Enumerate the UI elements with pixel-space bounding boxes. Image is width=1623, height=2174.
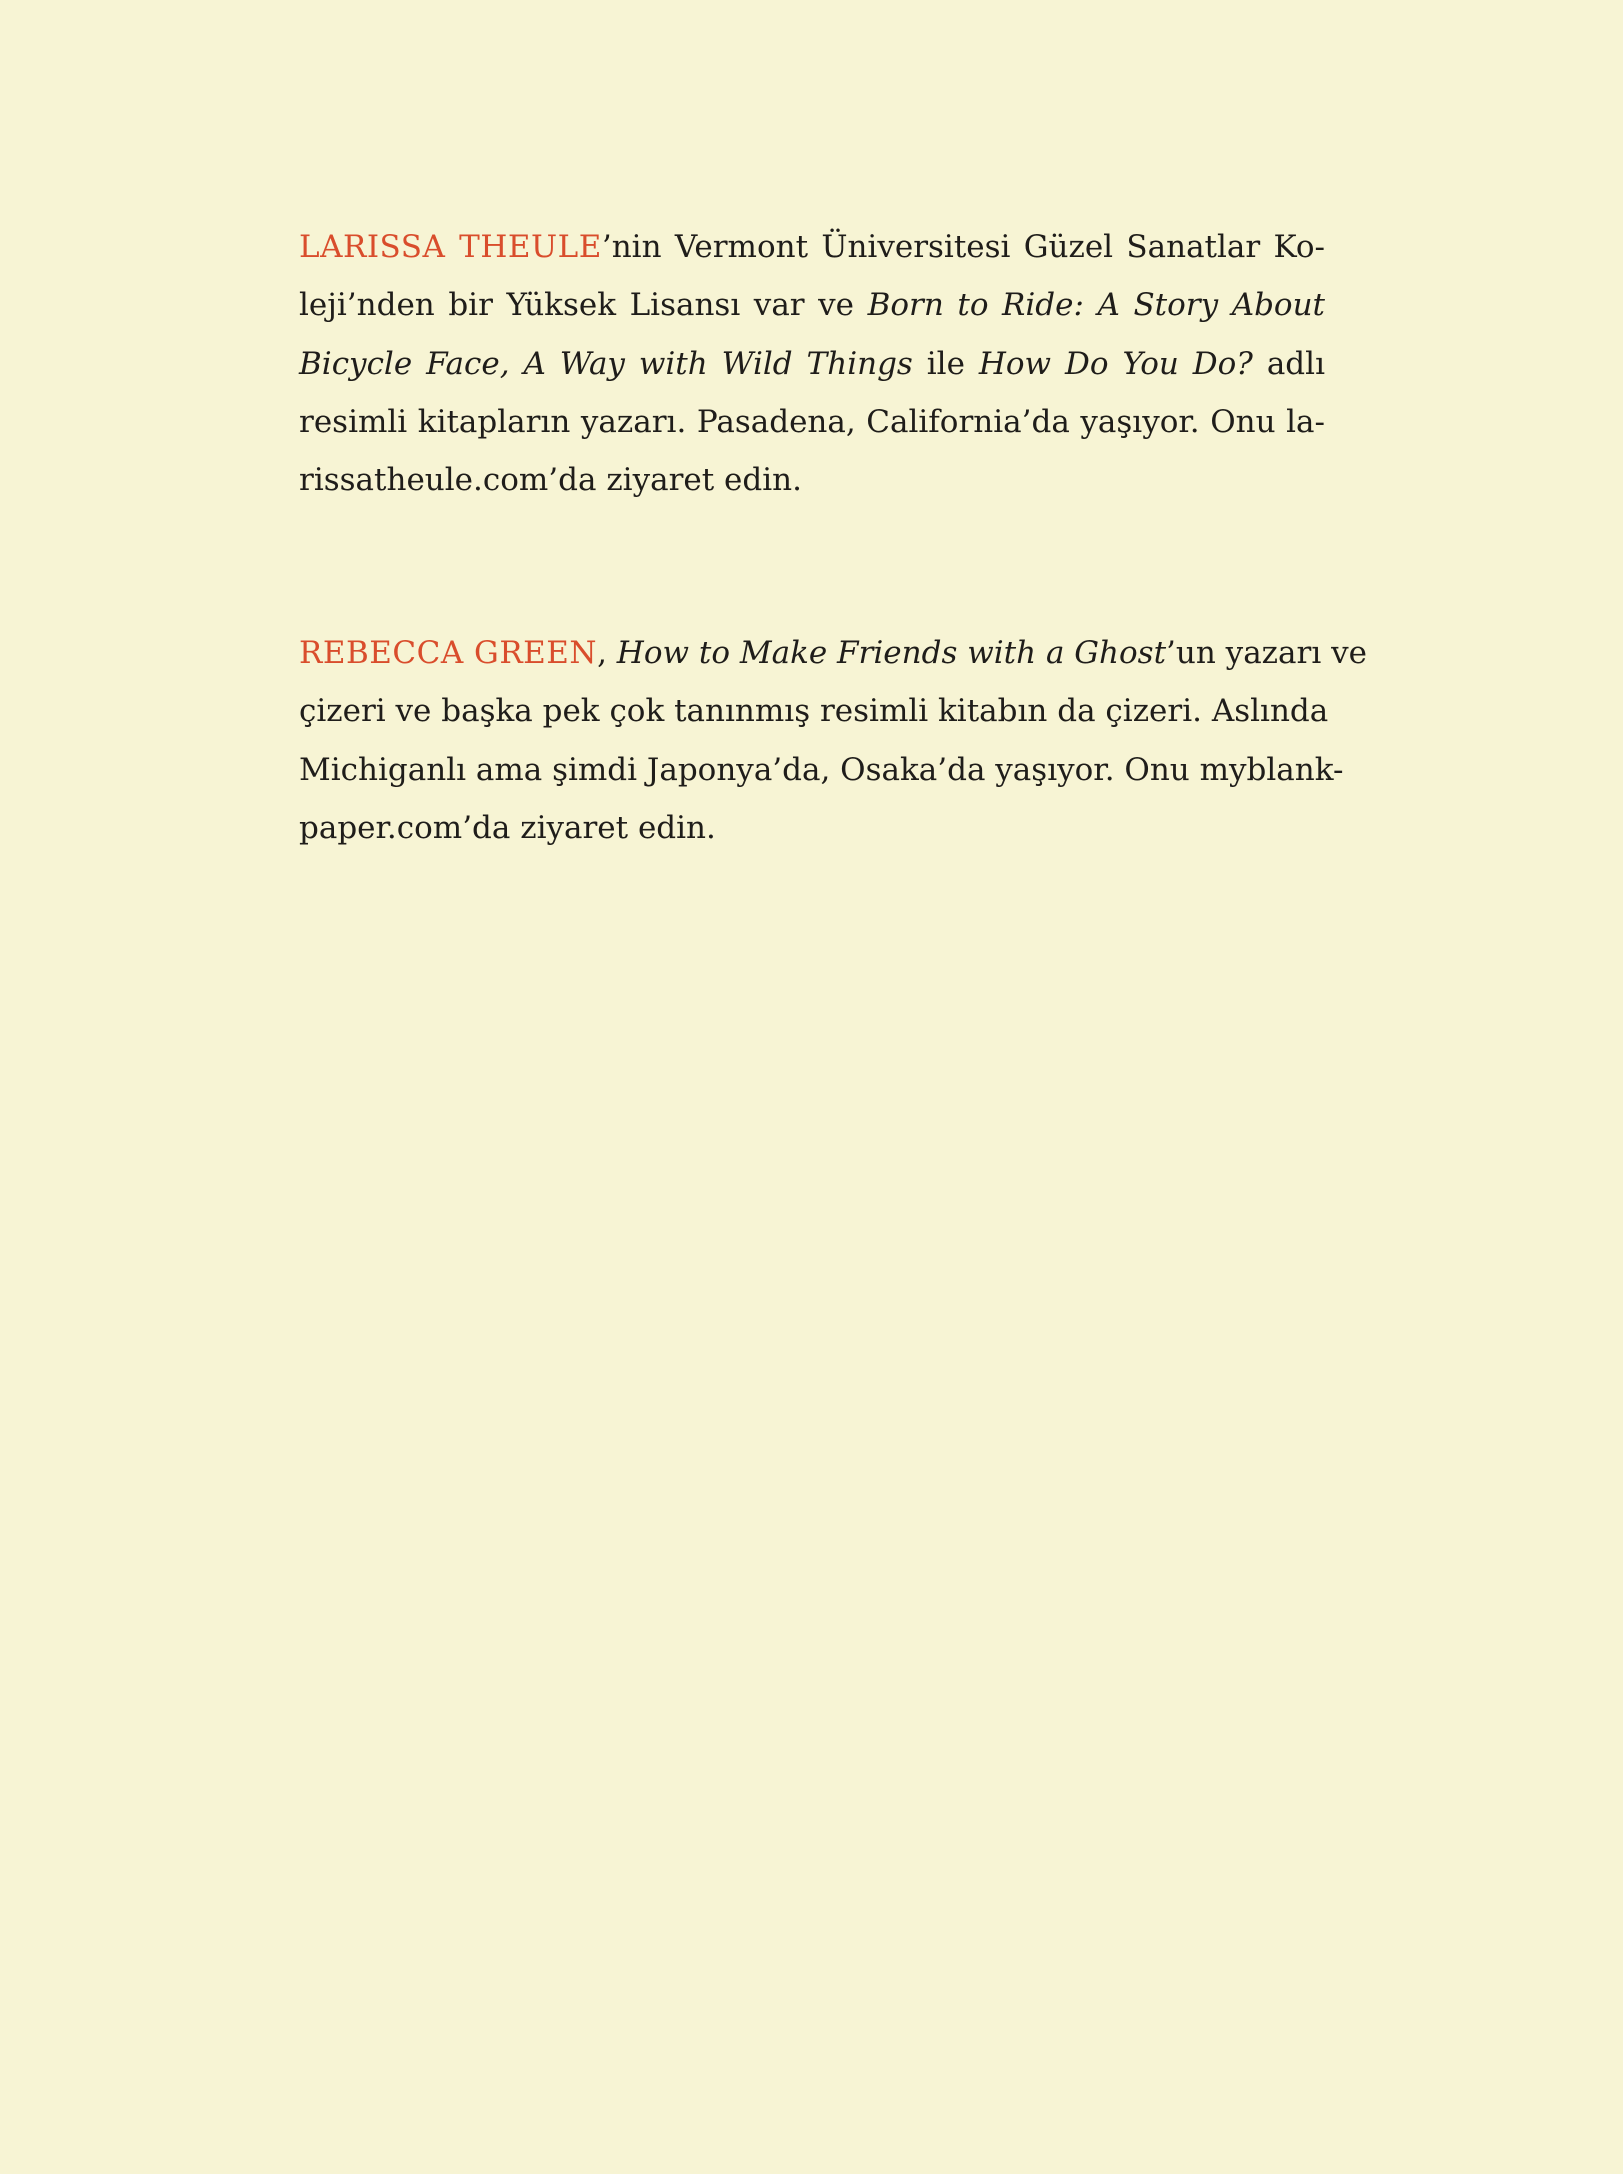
bio-text: paper.com’da ziyaret edin. xyxy=(299,809,716,846)
bio-text: resimli kitapların yazarı. Pasadena, California’da yaşıyor. Onu la- xyxy=(299,403,1325,440)
book-title: Born to Ride: A Story About xyxy=(867,287,1326,324)
bio-larissa-theule xyxy=(299,218,1325,509)
bio-text: adlı xyxy=(1252,345,1325,382)
bio-rebecca-green xyxy=(299,624,1367,857)
book-title: How Do You Do? xyxy=(978,345,1253,382)
book-title: Bicycle Face, A Way with Wild Things xyxy=(299,345,913,382)
bio-text: leji’nden bir Yüksek Lisansı var ve xyxy=(299,287,868,324)
bio-line xyxy=(299,682,1329,740)
author-name: REBECCA GREEN xyxy=(299,635,598,671)
bio-line xyxy=(299,624,1367,682)
bio-line xyxy=(299,799,1325,857)
bio-text: Michiganlı ama şimdi Japonya’da, Osaka’da yaşıyor. Onu myblank- xyxy=(299,751,1344,788)
bio-text: ’nin Vermont Üniversitesi Güzel Sanatlar Ko- xyxy=(601,229,1325,265)
bio-line xyxy=(299,451,1325,509)
bio-line xyxy=(299,218,1325,276)
bio-text: ile xyxy=(912,345,979,382)
book-title: How to Make Friends with a Ghost xyxy=(616,635,1167,671)
bio-text: çizeri ve başka pek çok tanınmış resimli kitabın da çizeri. Aslında xyxy=(299,693,1329,730)
author-name: LARISSA THEULE xyxy=(299,229,602,265)
bio-line xyxy=(299,276,1325,334)
bio-text: rissatheule.com’da ziyaret edin. xyxy=(299,462,802,499)
bio-text: , xyxy=(597,635,617,671)
bio-text: ’un yazarı ve xyxy=(1166,635,1367,671)
bio-line xyxy=(299,335,1325,393)
bio-line xyxy=(299,741,1344,799)
bio-line xyxy=(299,393,1325,451)
